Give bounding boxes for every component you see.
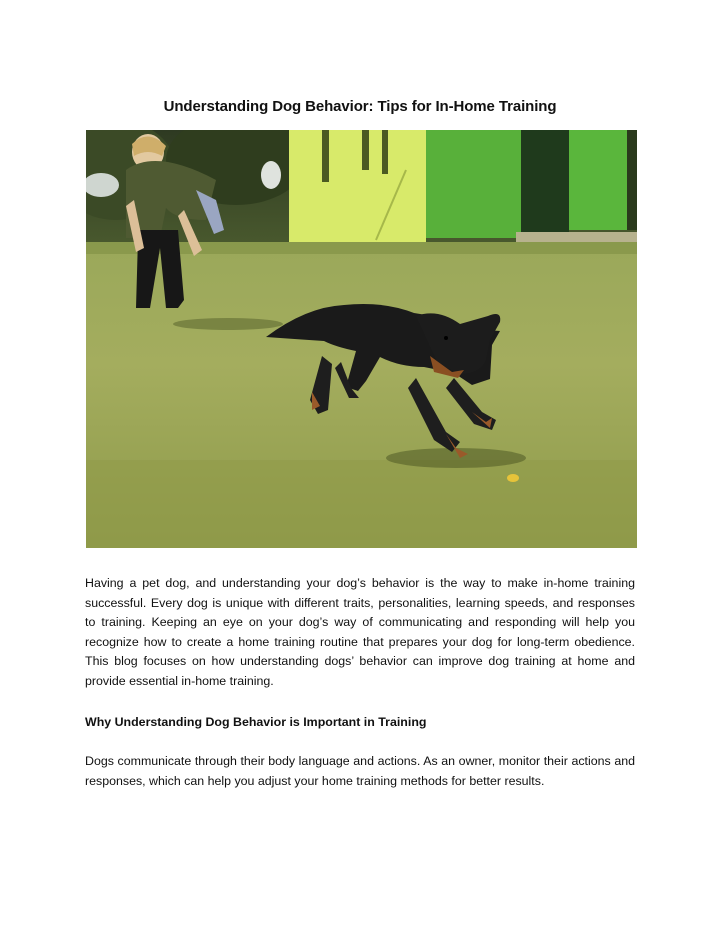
hero-photo (86, 130, 637, 548)
intro-paragraph: Having a pet dog, and understanding your dog’s behavior is the way to make in-home training successful. Every dog is unique with different traits, personalities, learning speeds, and responses to training. Keeping an eye on your dog’s way of communicating and responding will help you recognize how to create a home training routine that prepares your dog for long-term obedience. This blog focuses on how understanding dogs’ behavior can improve dog training at home and provide essential in-home training. (85, 576, 635, 688)
section-heading: Why Understanding Dog Behavior is Important in Training (85, 715, 427, 729)
photo-dog-training-icon (86, 130, 637, 548)
page-title: Understanding Dog Behavior: Tips for In-Home Training (163, 98, 557, 116)
body-paragraph: Dogs communicate through their body language and actions. As an owner, monitor their actions and responses, which can help you adjust your home training methods for better results. (85, 754, 635, 788)
